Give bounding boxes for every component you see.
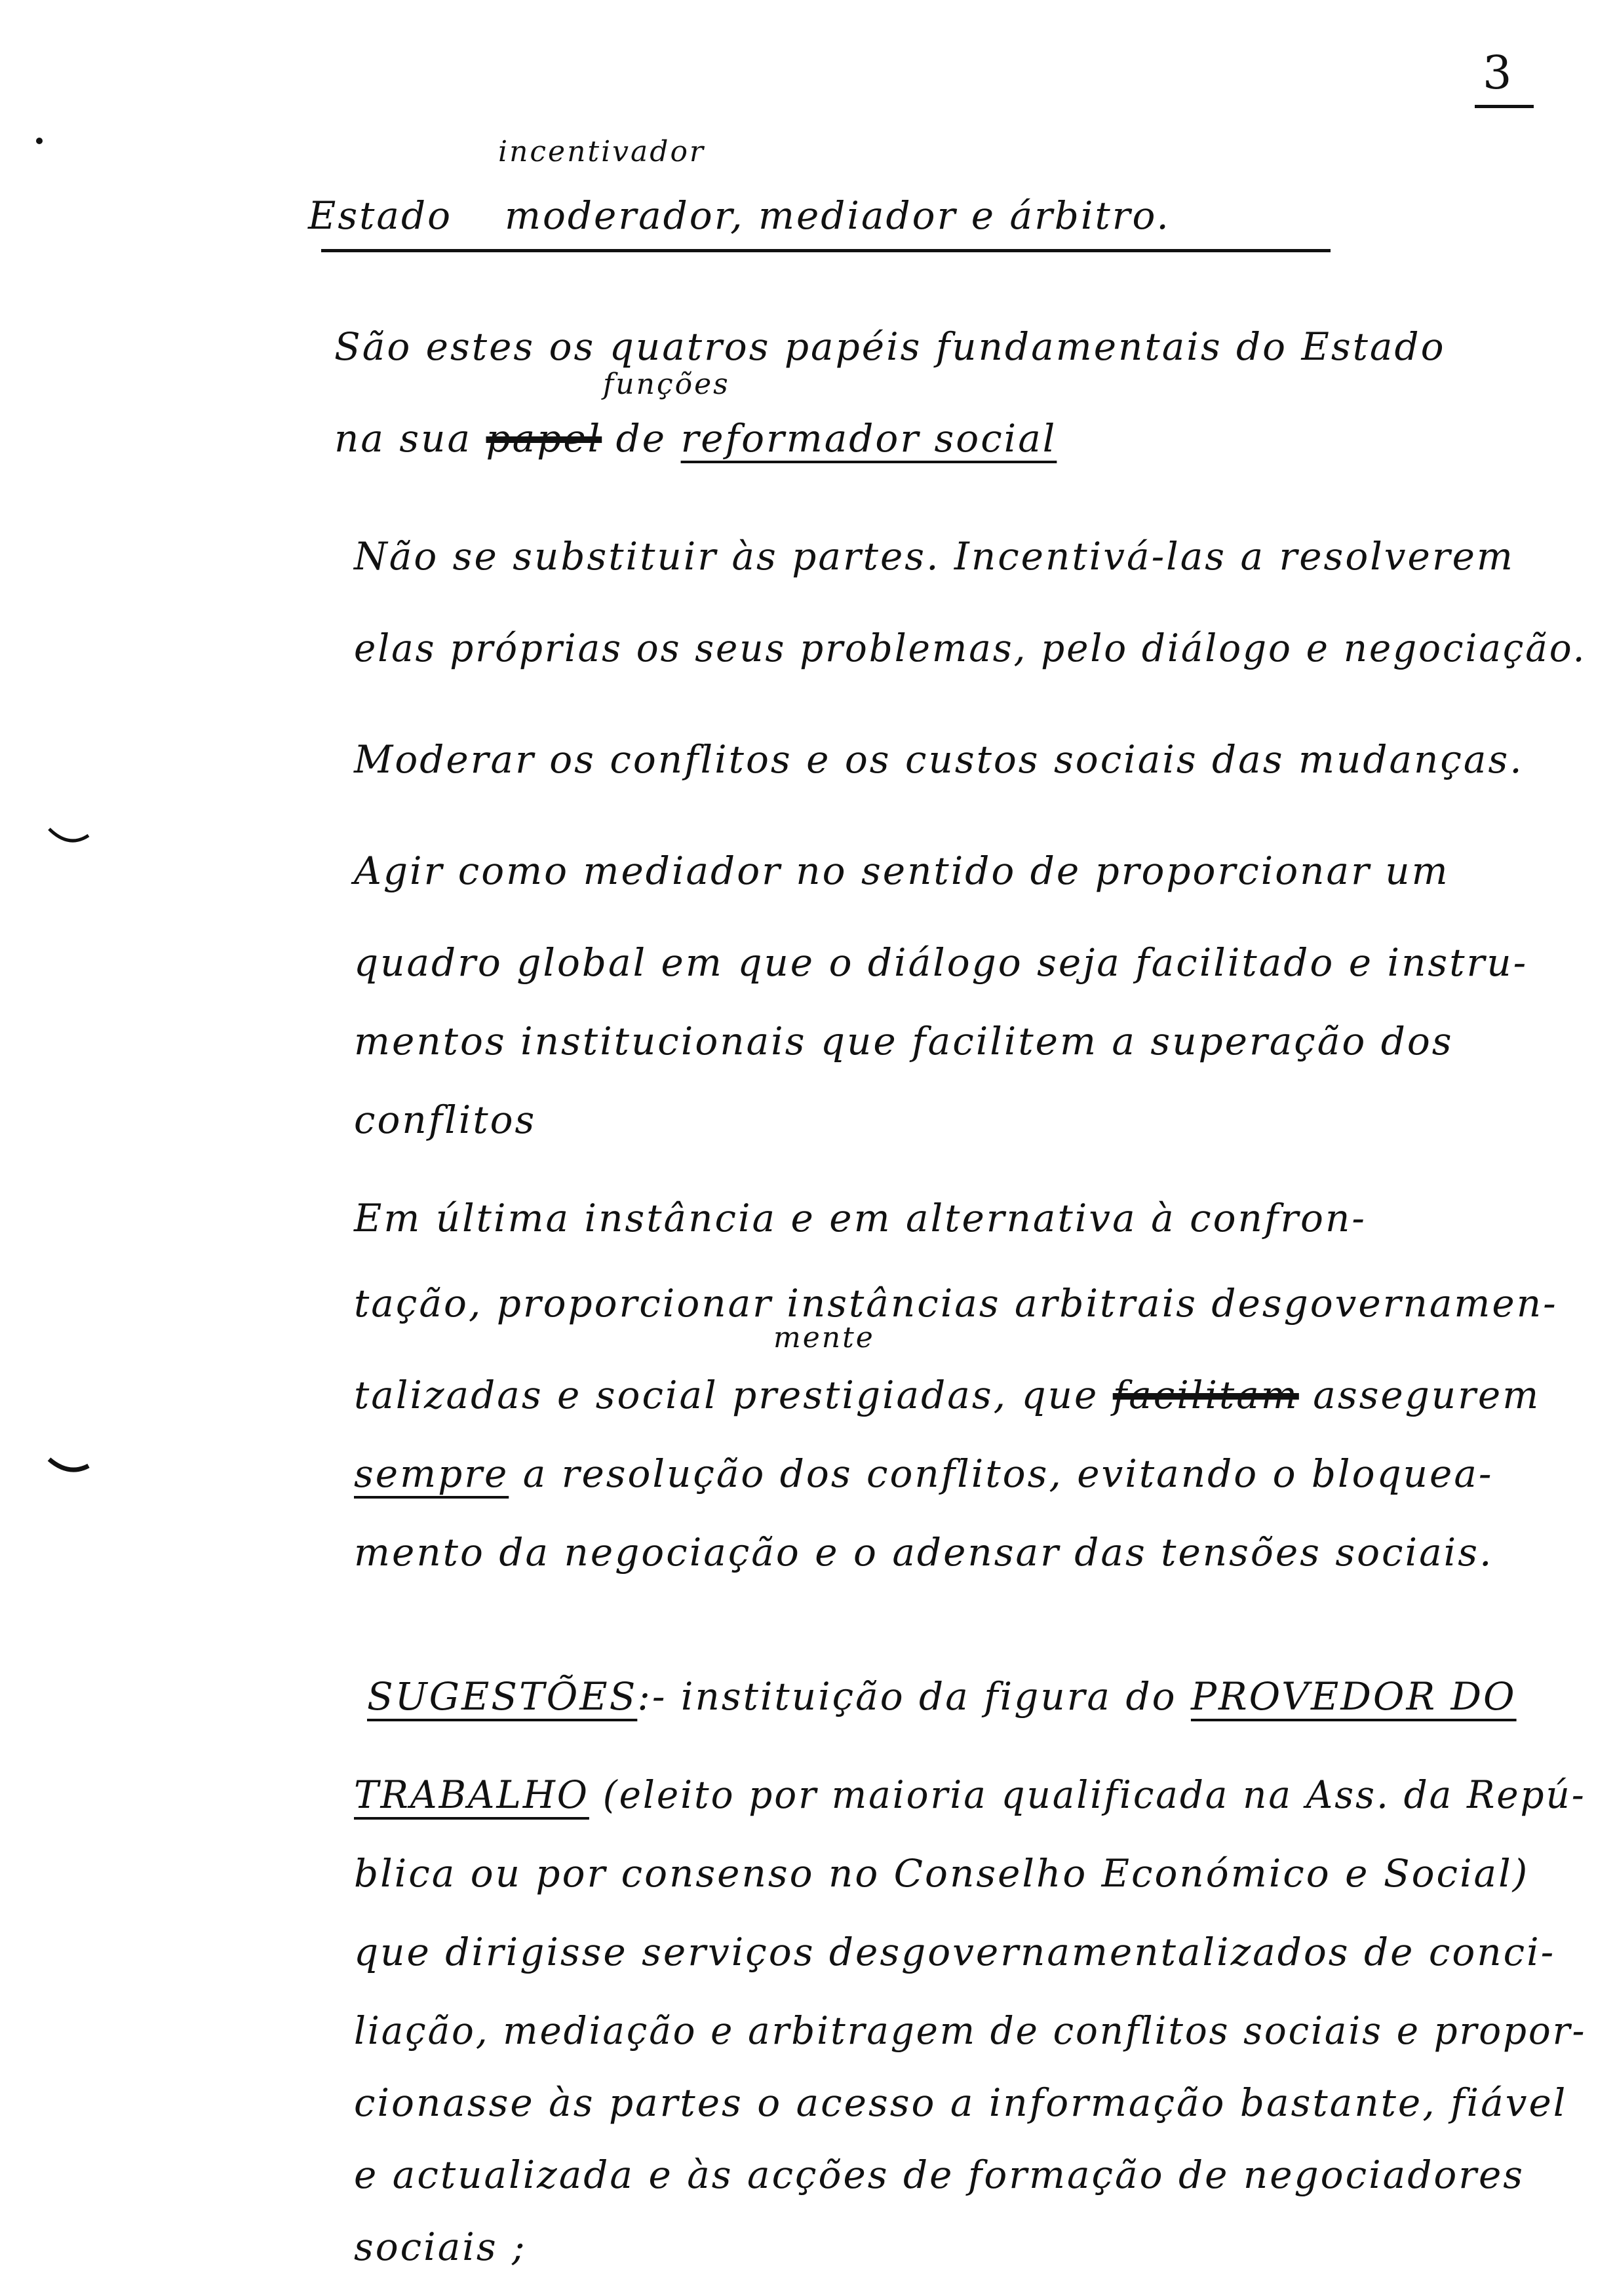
paragraph-line: tação, proporcionar instâncias arbitrais desgovernamen- (354, 1281, 1558, 1326)
trabalho-title: TRABALHO (354, 1772, 589, 1817)
margin-dot-mark (33, 134, 46, 147)
intro-line: São estes os quatros papéis fundamentais do Estado (334, 324, 1446, 369)
suggestions-line: cionasse às partes o acesso a informação bastante, fiável (354, 2080, 1568, 2125)
heading-underline (321, 249, 1331, 252)
suggestions-line: liação, mediação e arbitragem de conflitos sociais e propor- (354, 2008, 1587, 2053)
struck-word: facilitam (1112, 1373, 1299, 1417)
suggestions-line (367, 1674, 1517, 1719)
paragraph-line: Moderar os conflitos e os custos sociais das mudanças. (354, 737, 1524, 782)
paragraph-line: mento da negociação e o adensar das tensões sociais. (354, 1530, 1494, 1575)
paragraph-text: a resolução dos conflitos, evitando o bloquea- (522, 1451, 1494, 1496)
heading-insertion: incentivador (498, 135, 705, 168)
paragraph-line: elas próprias os seus problemas, pelo diálogo e negociação. (354, 626, 1587, 670)
suggestions-text: :- instituição da figura do (637, 1674, 1177, 1719)
page-number: 3 (1483, 46, 1512, 100)
suggestions-line: sociais ; (354, 2225, 527, 2269)
page-number-underline (1475, 105, 1534, 108)
intro-text: de (615, 416, 667, 461)
underlined-word: sempre (354, 1451, 509, 1496)
margin-curve-mark (46, 822, 92, 849)
suggestions-label: SUGESTÕES (367, 1674, 638, 1719)
suggestions-line: que dirigisse serviços desgovernamentalizados de conci- (354, 1930, 1556, 1974)
paragraph-line (354, 1451, 1494, 1496)
underlined-phrase: reformador social (680, 416, 1057, 461)
suggestions-line: e actualizada e às acções de formação de negociadores (354, 2152, 1525, 2197)
struck-word: papel (486, 416, 602, 461)
intro-line (334, 416, 1057, 461)
paragraph-text: talizadas e social (354, 1373, 718, 1417)
insertion-word: mente (773, 1321, 875, 1354)
paragraph-line: quadro global em que o diálogo seja facilitado e instru- (354, 940, 1528, 985)
provedor-title: PROVEDOR DO (1190, 1674, 1517, 1719)
suggestions-line (354, 1772, 1586, 1817)
paragraph-line: Em última instância e em alternativa à confron- (354, 1196, 1367, 1240)
paragraph-text: prestigiadas, que (732, 1373, 1099, 1417)
intro-insertion: funções (603, 368, 730, 401)
suggestions-line: blica ou por consenso no Conselho Económico e Social) (354, 1851, 1530, 1896)
paragraph-text: assegurem (1313, 1373, 1541, 1417)
paragraph-line (354, 1373, 1541, 1417)
paragraph-line: conflitos (354, 1098, 537, 1142)
paragraph-line: Agir como mediador no sentido de proporcionar um (354, 849, 1450, 893)
intro-text: na sua (334, 416, 473, 461)
margin-curve-mark (46, 1451, 92, 1478)
heading-prefix: Estado (308, 193, 453, 238)
suggestions-text: (eleito por maioria qualificada na Ass. da Repú- (602, 1772, 1586, 1817)
paragraph-line: Não se substituir às partes. Incentivá-las a resolverem (354, 534, 1515, 579)
paragraph-line: mentos institucionais que facilitem a superação dos (354, 1019, 1454, 1063)
heading-text: moderador, mediador e árbitro. (505, 193, 1171, 238)
